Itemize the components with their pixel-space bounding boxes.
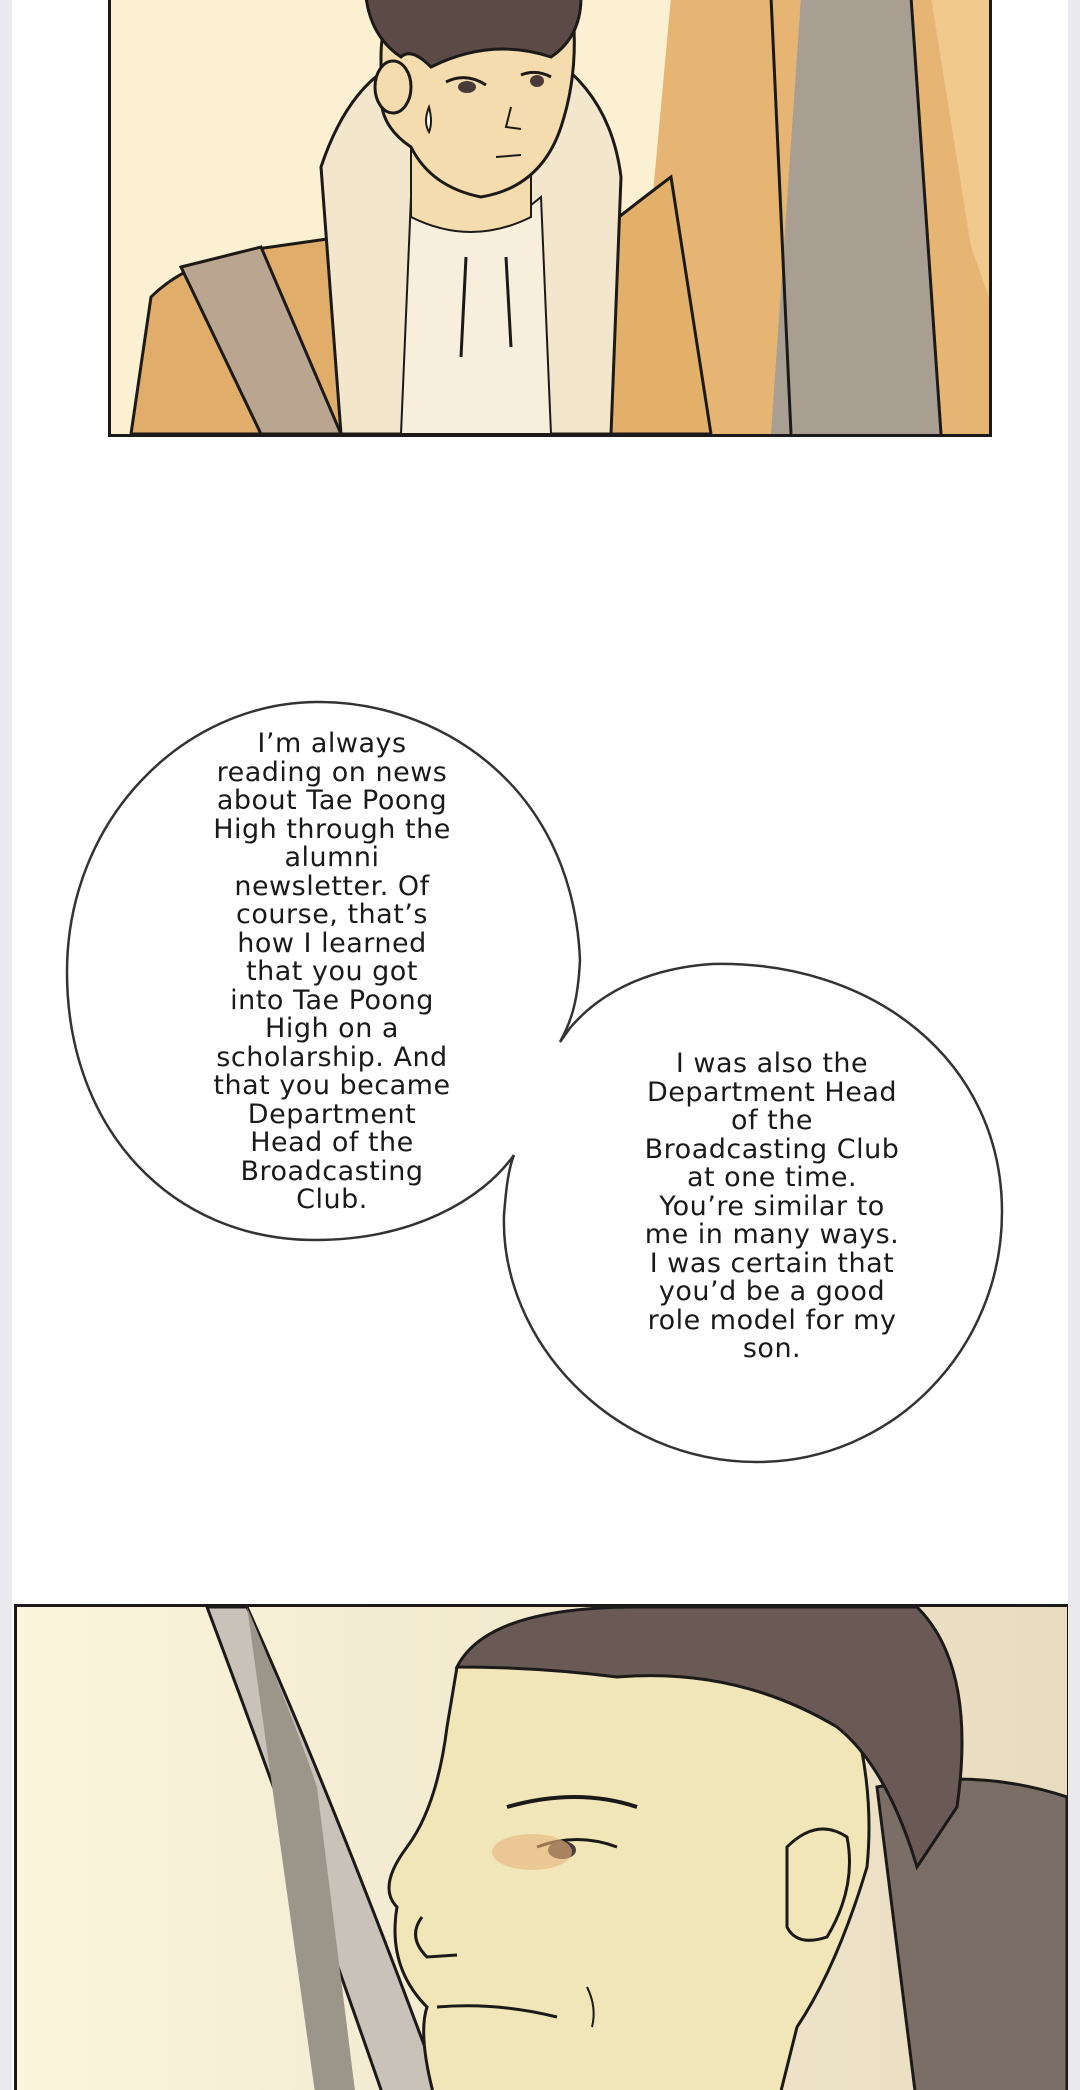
speech-bubble-2-text: I was also the Department Head of the Broadcasting Club at one time. You’re similar to me in many ways. I was certain that you’d be a good role model for my son.	[644, 1048, 900, 1364]
speech-bubble-1-text: I’m always reading on news about Tae Poong High through the alumni newsletter. Of course, that’s how I learned that you got into Tae Poong High on a scholarship. And that you became Department Head of the Broadcasting Club.	[213, 728, 451, 1215]
panel-man-in-car	[14, 1604, 1068, 2090]
man-in-car-illustration	[17, 1607, 1067, 2090]
webtoon-page	[12, 0, 1068, 2090]
